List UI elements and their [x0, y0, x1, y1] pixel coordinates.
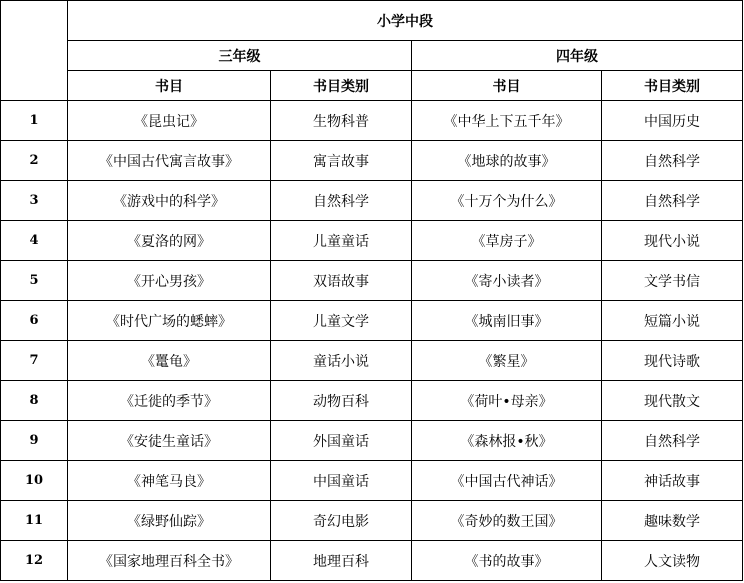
g4-category-column-header: 书目类别	[602, 71, 743, 101]
grade3-book-title: 《中国古代寓言故事》	[68, 141, 271, 181]
row-number: 3	[1, 181, 68, 221]
grade3-book-category: 童话小说	[271, 341, 412, 381]
grade3-book-category: 奇幻电影	[271, 501, 412, 541]
grade4-book-title: 《荷叶•母亲》	[412, 381, 602, 421]
grade3-book-title: 《迁徙的季节》	[68, 381, 271, 421]
grade4-book-category: 中国历史	[602, 101, 743, 141]
grade3-book-category: 儿童文学	[271, 301, 412, 341]
grade4-book-title: 《草房子》	[412, 221, 602, 261]
table-row	[1, 421, 743, 461]
grade3-book-category: 动物百科	[271, 381, 412, 421]
grade4-book-title: 《中国古代神话》	[412, 461, 602, 501]
table-row	[1, 541, 743, 581]
header-row-segment	[1, 1, 743, 41]
grade4-book-category: 文学书信	[602, 261, 743, 301]
table-row	[1, 501, 743, 541]
row-number: 10	[1, 461, 68, 501]
grade3-book-category: 双语故事	[271, 261, 412, 301]
grade4-book-title: 《繁星》	[412, 341, 602, 381]
grade3-book-title: 《国家地理百科全书》	[68, 541, 271, 581]
grade3-book-title: 《时代广场的蟋蟀》	[68, 301, 271, 341]
grade4-book-category: 自然科学	[602, 141, 743, 181]
grade4-book-title: 《寄小读者》	[412, 261, 602, 301]
grade4-book-category: 现代诗歌	[602, 341, 743, 381]
g3-category-column-header: 书目类别	[271, 71, 412, 101]
row-number: 1	[1, 101, 68, 141]
g3-book-column-header: 书目	[68, 71, 271, 101]
grade4-book-category: 神话故事	[602, 461, 743, 501]
table-row	[1, 261, 743, 301]
grade3-book-title: 《开心男孩》	[68, 261, 271, 301]
table-row	[1, 101, 743, 141]
grade4-book-title: 《中华上下五千年》	[412, 101, 602, 141]
grade4-book-title: 《奇妙的数王国》	[412, 501, 602, 541]
grade4-book-title: 《书的故事》	[412, 541, 602, 581]
grade4-book-category: 自然科学	[602, 421, 743, 461]
row-number: 11	[1, 501, 68, 541]
header-row-grade	[1, 41, 743, 71]
row-number: 6	[1, 301, 68, 341]
segment-title: 小学中段	[68, 1, 743, 41]
grade4-book-category: 现代散文	[602, 381, 743, 421]
grade3-book-title: 《安徒生童话》	[68, 421, 271, 461]
grade4-book-category: 自然科学	[602, 181, 743, 221]
corner-cell	[1, 1, 68, 101]
grade3-book-title: 《鼍龟》	[68, 341, 271, 381]
row-number: 2	[1, 141, 68, 181]
grade4-header: 四年级	[412, 41, 743, 71]
row-number: 12	[1, 541, 68, 581]
table-row	[1, 181, 743, 221]
grade3-book-title: 《昆虫记》	[68, 101, 271, 141]
table-row	[1, 381, 743, 421]
table-row	[1, 341, 743, 381]
grade4-book-category: 现代小说	[602, 221, 743, 261]
grade3-book-category: 自然科学	[271, 181, 412, 221]
grade3-book-title: 《神笔马良》	[68, 461, 271, 501]
grade3-book-category: 中国童话	[271, 461, 412, 501]
row-number: 4	[1, 221, 68, 261]
header-row-columns	[1, 71, 743, 101]
row-number: 5	[1, 261, 68, 301]
table-row	[1, 221, 743, 261]
grade4-book-category: 人文读物	[602, 541, 743, 581]
grade3-book-title: 《绿野仙踪》	[68, 501, 271, 541]
table-body	[1, 1, 743, 581]
table-row	[1, 141, 743, 181]
grade3-book-category: 寓言故事	[271, 141, 412, 181]
grade4-book-title: 《森林报•秋》	[412, 421, 602, 461]
grade4-book-title: 《地球的故事》	[412, 141, 602, 181]
grade4-book-category: 短篇小说	[602, 301, 743, 341]
grade3-book-category: 外国童话	[271, 421, 412, 461]
grade4-book-title: 《十万个为什么》	[412, 181, 602, 221]
grade3-book-category: 生物科普	[271, 101, 412, 141]
row-number: 7	[1, 341, 68, 381]
row-number: 9	[1, 421, 68, 461]
g4-book-column-header: 书目	[412, 71, 602, 101]
grade3-header: 三年级	[68, 41, 412, 71]
grade3-book-category: 地理百科	[271, 541, 412, 581]
grade4-book-title: 《城南旧事》	[412, 301, 602, 341]
table-row	[1, 461, 743, 501]
row-number: 8	[1, 381, 68, 421]
table-row	[1, 301, 743, 341]
grade3-book-title: 《游戏中的科学》	[68, 181, 271, 221]
grade3-book-title: 《夏洛的网》	[68, 221, 271, 261]
grade4-book-category: 趣味数学	[602, 501, 743, 541]
grade3-book-category: 儿童童话	[271, 221, 412, 261]
